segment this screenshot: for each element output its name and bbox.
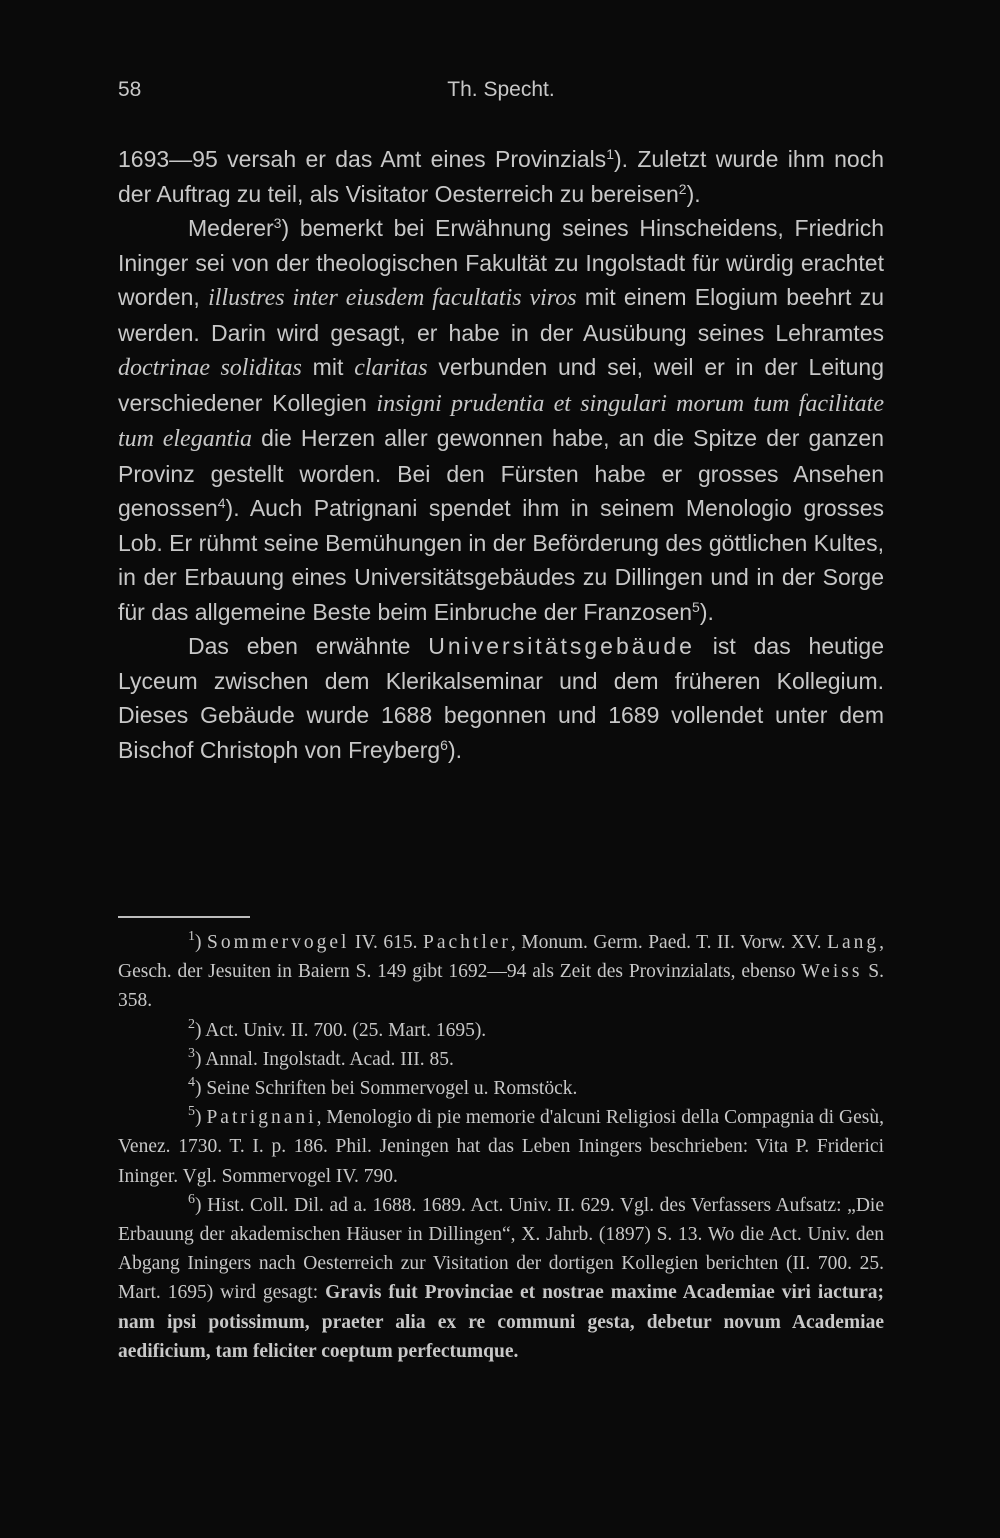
- text-run: ) Seine Schriften bei Sommervogel u. Romstöck.: [195, 1078, 578, 1100]
- latin-quote: insigni prudentia et singulari morum tum facilitate tum elegantia: [118, 390, 884, 452]
- text-run: , Menologio di pie memorie d'alcuni Religiosi della Compagnia di Gesù, Venez. 1730. T. I. p. 186. Phil. Jeningen hat das Leben Iningers beschrieben: Vita P. Friderici Ininger. Vgl. Sommervogel IV. 790.: [118, 1107, 884, 1187]
- paragraph-2: [118, 211, 884, 629]
- text-run: Mederer: [188, 215, 274, 241]
- main-text: [118, 142, 884, 767]
- footnote-5: [118, 1103, 884, 1191]
- paragraph-1: [118, 142, 884, 211]
- text-run: die Herzen aller gewonnen habe, an die Spitze der ganzen Provinz gestellt worden. Bei den Fürsten habe er grosses Ansehen genossen: [118, 425, 884, 521]
- text-run: 1693—95 versah er das Amt eines Provinzials: [118, 146, 607, 172]
- footnote-mark: 6: [188, 1191, 195, 1207]
- text-run: ).: [447, 736, 463, 763]
- footnote-1: [118, 928, 884, 1016]
- text-run: mit: [301, 354, 355, 380]
- text-run: IV. 615.: [349, 932, 424, 953]
- footnote-ref-4: 4: [217, 495, 226, 511]
- text-run: ). Auch Patrignani spendet ihm in seinem Menologio grosses Lob. Er rühmt seine Bemühungen in der Beförderung des göttlichen Kultes, in der Erbauung eines Universitätsgebäudes zu Dillingen und in der Sorge für das allgemeine Beste beim Einbruche der Franzosen: [118, 495, 884, 625]
- footnote-ref-1: 1: [606, 146, 614, 162]
- text-run: ) bemerkt bei Erwähnung seines Hinscheidens, Friedrich Ininger sei von der theologischen Fakultät zu Ingolstadt für würdig erachtet worden,: [118, 215, 884, 310]
- footnote-ref-5: 5: [692, 598, 700, 615]
- page-number: 58: [118, 78, 142, 101]
- text-run: ): [195, 932, 208, 953]
- text-run: ): [195, 1107, 207, 1129]
- footnote-2: [118, 1016, 884, 1045]
- text-run: Das eben erwähnte: [188, 633, 429, 659]
- footnote-ref-3: 3: [273, 215, 282, 231]
- footnote-4: [118, 1074, 884, 1103]
- footnote-ref-6: 6: [440, 736, 448, 753]
- footnote-mark: 5: [188, 1104, 195, 1120]
- footnote-mark: 2: [188, 1016, 195, 1032]
- latin-quote: illustres inter eiusdem facultatis viros: [208, 285, 577, 311]
- text-run: , Monum. Germ. Paed. T. II. Vorw. XV.: [510, 932, 828, 953]
- paragraph-3: [118, 629, 884, 767]
- latin-quote: Gravis fuit Provinciae et nostrae maxime Academiae viri iactura; nam ipsi potissimum, praeter alia ex re communi gesta, debetur novum Academiae aedificium, tam feliciter coeptum perfectumque.: [118, 1282, 884, 1362]
- text-run: ) Annal. Ingolstadt. Acad. III. 85.: [195, 1048, 454, 1070]
- text-run: ist das heutige Lyceum zwischen dem Klerikalseminar und dem früheren Kollegium. Dieses Gebäude wurde 1688 begonnen und 1689 vollendet unter dem Bischof Christoph von Freyberg: [118, 633, 885, 763]
- author-name: Weiss: [801, 961, 863, 983]
- text-run: ). Zuletzt wurde ihm noch der Auftrag zu teil, als Visitator Oesterreich zu bereisen: [118, 146, 885, 207]
- page-header: [118, 78, 884, 108]
- author-name: Pachtler: [423, 932, 511, 953]
- spaced-term: Universitätsgebäude: [428, 633, 695, 659]
- footnotes: [118, 928, 884, 1366]
- text-run: ) Hist. Coll. Dil. ad a. 1688. 1689. Act. Univ. II. 629. Vgl. des Verfassers Aufsatz: „Die Erbauung der akademischen Häuser in Dillingen“, X. Jahrb. (1897) S. 13. Wo die Act. Univ. den Abgang Iningers nach Oesterreich zur Visitation der dortigen Kollegien berichten (II. 700. 25. Mart. 1695) wird gesagt:: [118, 1194, 884, 1304]
- footnote-mark: 4: [188, 1075, 195, 1091]
- footnote-mark: 3: [188, 1045, 195, 1061]
- text-run: ).: [686, 180, 701, 207]
- footnote-ref-2: 2: [678, 180, 687, 197]
- text-run: verbunden und sei, weil er in der Leitung verschiedener Kollegien: [118, 354, 884, 416]
- latin-quote: claritas: [354, 355, 428, 381]
- text-run: S. 358.: [118, 961, 884, 1012]
- footnote-3: [118, 1045, 884, 1074]
- running-head: Th. Specht.: [447, 78, 555, 101]
- text-run: mit einem Elogium beehrt zu werden. Darin wird gesagt, er habe in der Ausübung seines Lehramtes: [118, 284, 885, 346]
- text-run: , Gesch. der Jesuiten in Baiern S. 149 gibt 1692—94 als Zeit des Provinzialats, ebenso: [118, 932, 885, 983]
- footnote-6: [118, 1191, 884, 1366]
- text-run: ).: [699, 598, 714, 625]
- author-name: Sommervogel: [207, 932, 350, 953]
- latin-quote: doctrinae soliditas: [118, 355, 302, 381]
- text-run: ) Act. Univ. II. 700. (25. Mart. 1695).: [195, 1019, 487, 1041]
- author-name: Patrignani: [206, 1107, 317, 1129]
- author-name: Lang: [827, 932, 880, 953]
- footnote-divider: [118, 916, 250, 918]
- footnote-mark: 1: [188, 929, 195, 944]
